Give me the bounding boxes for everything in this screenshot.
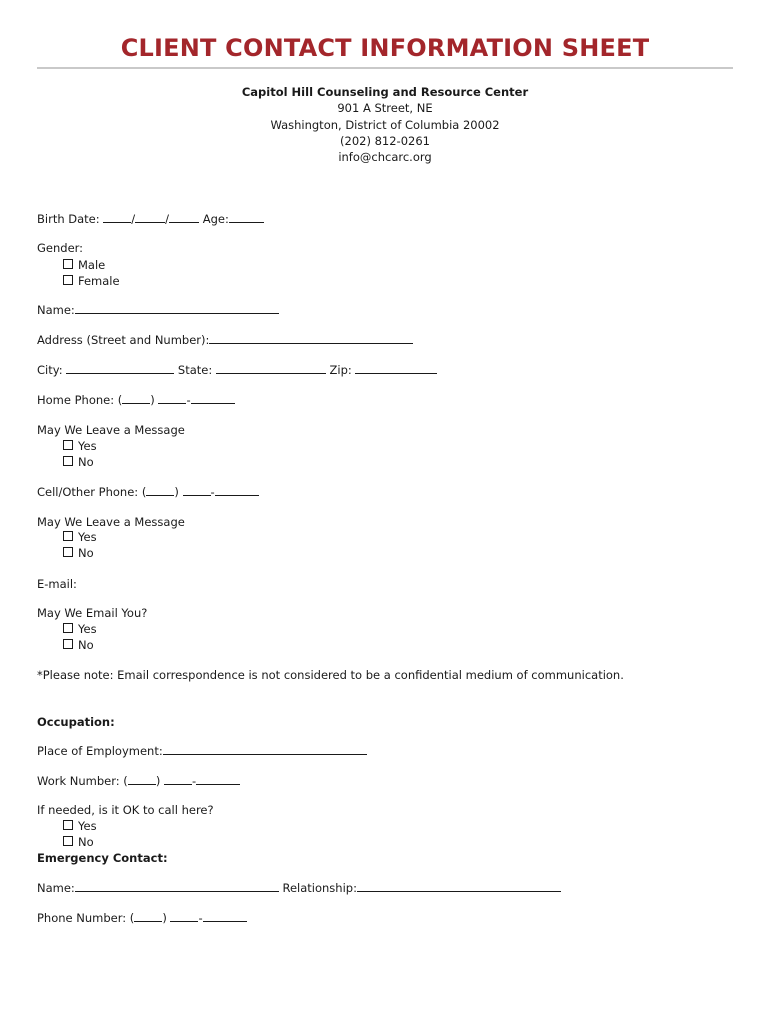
email-note: *Please note: Email correspondence is not considered to be a confidential medium of communication. [37, 668, 624, 682]
checkbox-icon[interactable] [63, 836, 73, 846]
address-label: Address (Street and Number): [37, 333, 210, 347]
org-email: info@chcarc.org [338, 150, 432, 165]
gender-option-male[interactable]: Male [63, 257, 105, 273]
emergency-phone-line-field[interactable] [203, 910, 247, 922]
emergency-name-row [37, 880, 561, 896]
home-phone-area-field[interactable] [122, 392, 150, 404]
checkbox-icon[interactable] [63, 547, 73, 557]
age-label: Age: [202, 212, 229, 226]
birth-day-field[interactable] [135, 211, 165, 223]
emergency-phone-prefix-field[interactable] [170, 910, 198, 922]
cell-phone-label: Cell/Other Phone: [37, 485, 139, 499]
gender-option-female[interactable]: Female [63, 273, 120, 289]
checkbox-icon[interactable] [63, 639, 73, 649]
email-label: E-mail: [37, 577, 77, 591]
birth-date-label: Birth Date: [37, 212, 100, 226]
gender-label: Gender: [37, 241, 84, 255]
home-phone-label: Home Phone: [37, 393, 115, 407]
organization-info [0, 84, 770, 165]
title-divider [37, 67, 733, 69]
work-phone-area-field[interactable] [128, 773, 156, 785]
cell-phone-row: Cell/Other Phone: ( ) - [37, 484, 259, 500]
page-title: CLIENT CONTACT INFORMATION SHEET [120, 34, 650, 62]
address-row [37, 332, 413, 348]
checkbox-icon[interactable] [63, 440, 73, 450]
name-label: Name: [37, 303, 75, 317]
city-state-zip-row [37, 362, 437, 378]
home-phone-row: Home Phone: ( ) - [37, 392, 235, 408]
cell-phone-area-field[interactable] [146, 484, 174, 496]
checkbox-icon[interactable] [63, 275, 73, 285]
state-field[interactable] [216, 362, 326, 374]
checkbox-icon[interactable] [63, 456, 73, 466]
may-email-no[interactable]: No [63, 637, 94, 653]
work-phone-prefix-field[interactable] [164, 773, 192, 785]
city-label: City: [37, 363, 63, 377]
emergency-phone-row: Phone Number: ( ) - [37, 910, 247, 926]
emergency-phone-area-field[interactable] [134, 910, 162, 922]
leave-message-label-1: May We Leave a Message [37, 423, 185, 437]
relationship-label: Relationship: [282, 881, 357, 895]
birth-date-row: Birth Date: / / Age: [37, 211, 264, 227]
org-city-state: Washington, District of Columbia 20002 [270, 117, 500, 132]
name-field[interactable] [75, 302, 279, 314]
call-here-label: If needed, is it OK to call here? [37, 803, 214, 817]
address-field[interactable] [209, 332, 413, 344]
emergency-name-field[interactable] [75, 880, 279, 892]
occupation-heading: Occupation: [37, 715, 115, 729]
birth-year-field[interactable] [169, 211, 199, 223]
leave-message-2-yes[interactable]: Yes [63, 529, 97, 545]
emergency-name-label: Name: [37, 881, 75, 895]
call-here-yes[interactable]: Yes [63, 818, 97, 834]
city-field[interactable] [66, 362, 174, 374]
emergency-heading: Emergency Contact: [37, 851, 168, 865]
emergency-phone-label: Phone Number: [37, 911, 127, 925]
place-employment-row [37, 743, 367, 759]
leave-message-1-no[interactable]: No [63, 454, 94, 470]
org-street: 901 A Street, NE [337, 101, 433, 116]
place-employment-field[interactable] [163, 743, 367, 755]
zip-label: Zip: [329, 363, 352, 377]
name-row [37, 302, 279, 318]
checkbox-icon[interactable] [63, 820, 73, 830]
age-field[interactable] [229, 211, 264, 223]
checkbox-icon[interactable] [63, 259, 73, 269]
relationship-field[interactable] [357, 880, 561, 892]
leave-message-2-no[interactable]: No [63, 545, 94, 561]
cell-phone-prefix-field[interactable] [183, 484, 211, 496]
zip-field[interactable] [355, 362, 437, 374]
work-number-label: Work Number: [37, 774, 120, 788]
org-phone: (202) 812-0261 [340, 133, 430, 148]
checkbox-icon[interactable] [63, 623, 73, 633]
state-label: State: [177, 363, 213, 377]
cell-phone-line-field[interactable] [215, 484, 259, 496]
home-phone-prefix-field[interactable] [158, 392, 186, 404]
birth-month-field[interactable] [103, 211, 131, 223]
may-email-label: May We Email You? [37, 606, 148, 620]
work-phone-line-field[interactable] [196, 773, 240, 785]
may-email-yes[interactable]: Yes [63, 621, 97, 637]
leave-message-1-yes[interactable]: Yes [63, 438, 97, 454]
leave-message-label-2: May We Leave a Message [37, 515, 185, 529]
org-name: Capitol Hill Counseling and Resource Center [241, 85, 529, 99]
home-phone-line-field[interactable] [191, 392, 235, 404]
call-here-no[interactable]: No [63, 834, 94, 850]
work-number-row: Work Number: ( ) - [37, 773, 240, 789]
place-employment-label: Place of Employment: [37, 744, 163, 758]
checkbox-icon[interactable] [63, 531, 73, 541]
